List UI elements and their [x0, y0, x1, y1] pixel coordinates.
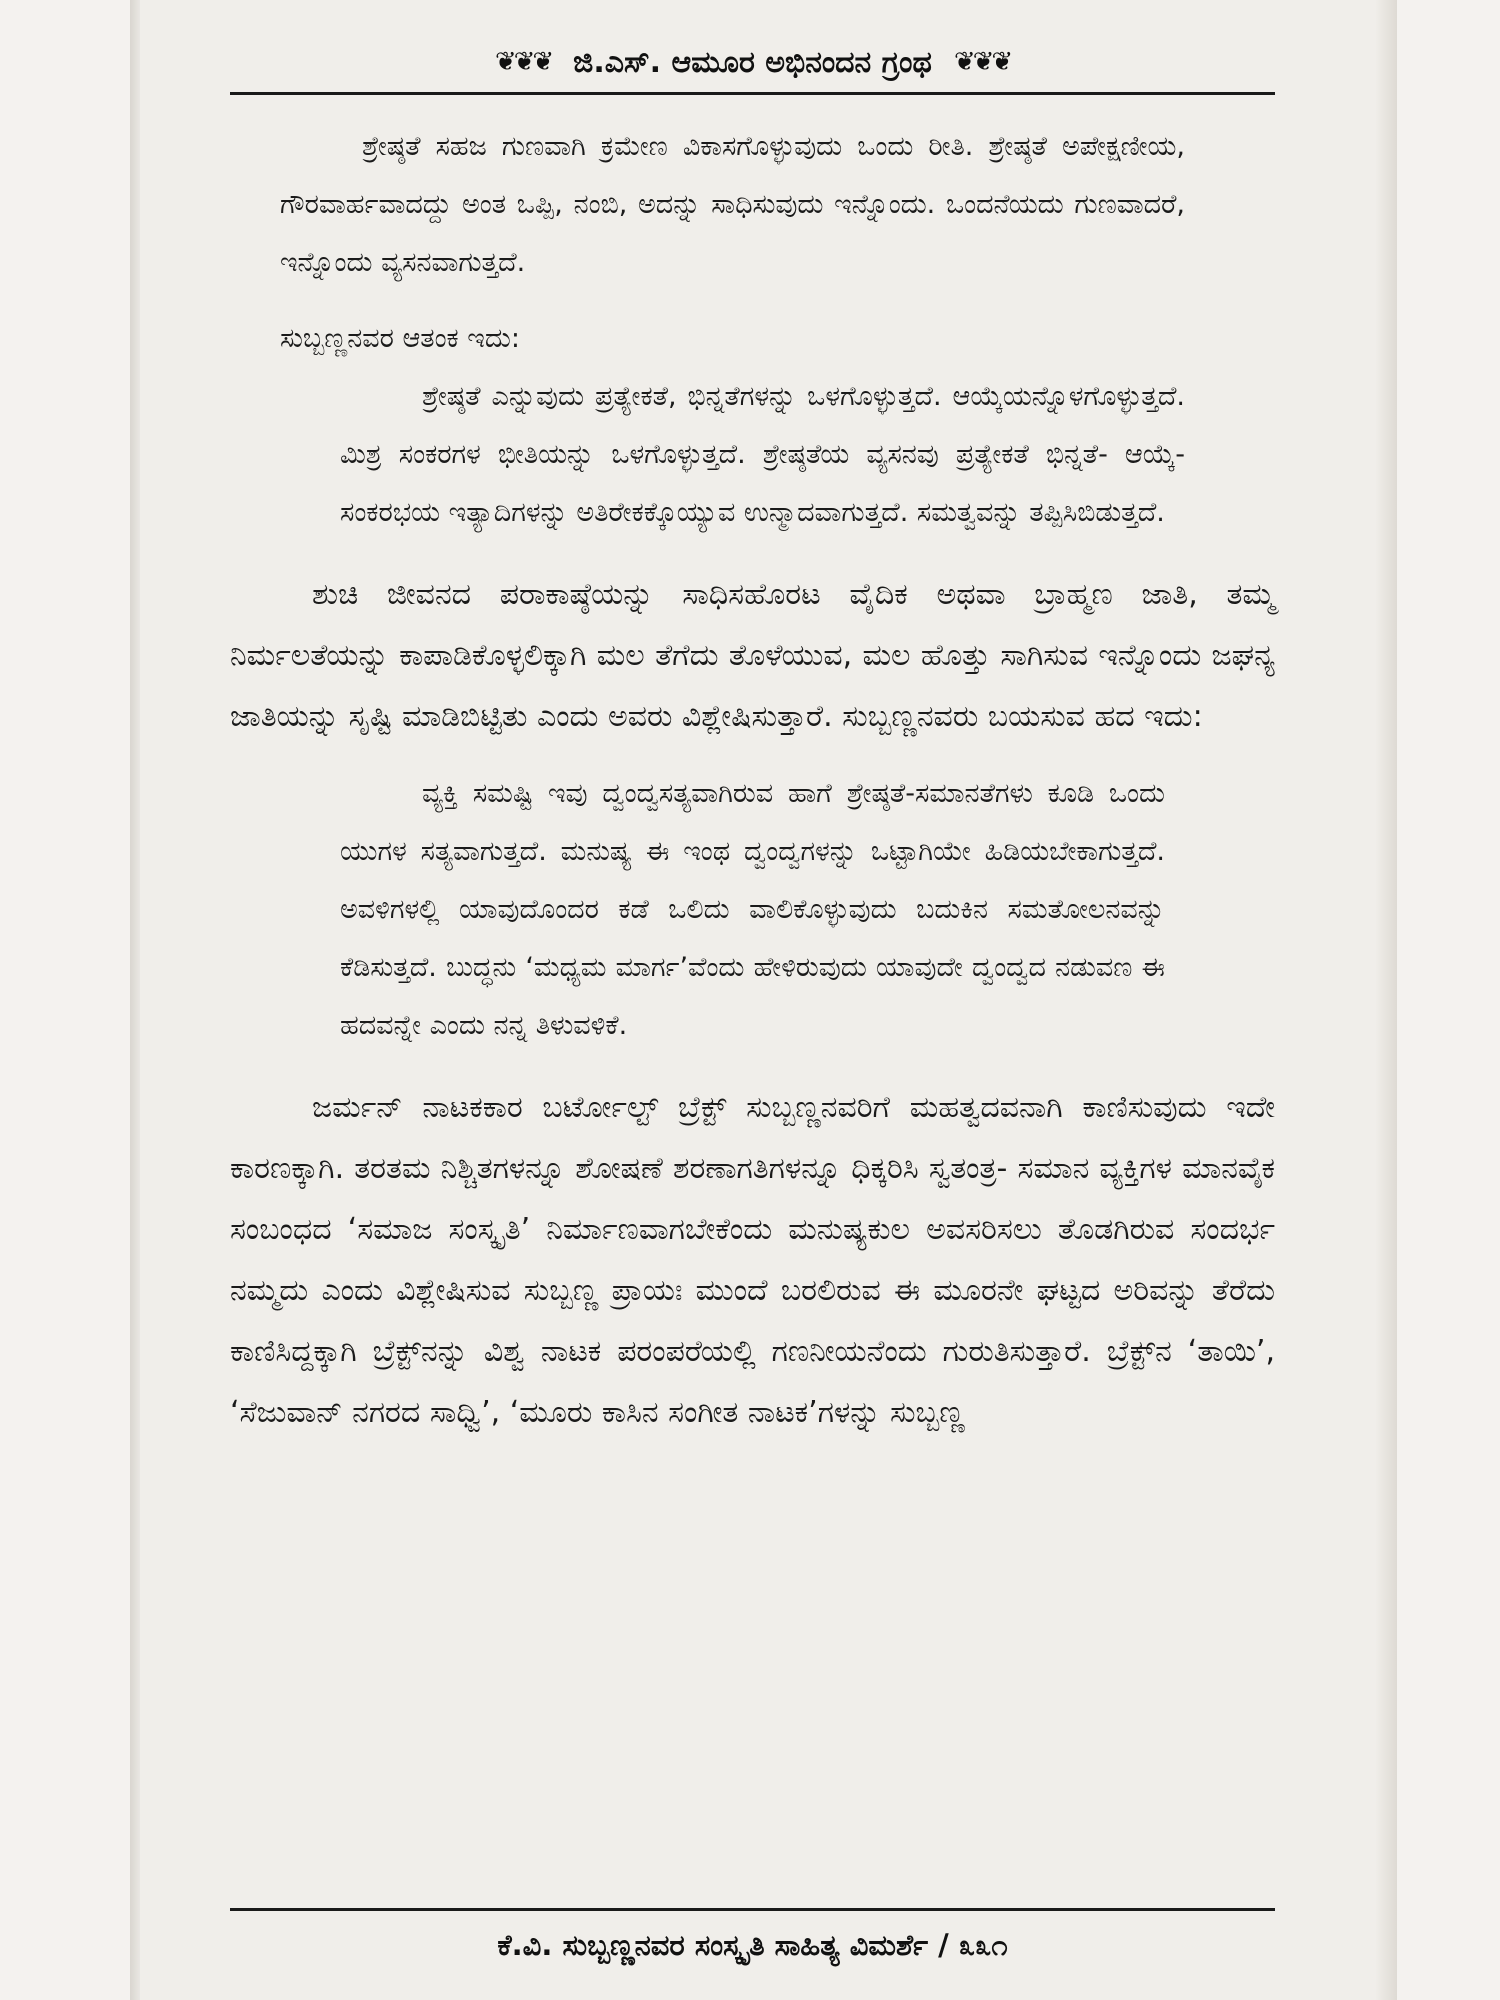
floral-ornament-right-icon: ❦❦❦ — [953, 47, 1011, 77]
running-footer: ಕೆ.ವಿ. ಸುಬ್ಬಣ್ಣನವರ ಸಂಸ್ಕೃತಿ ಸಾಹಿತ್ಯ ವಿಮರ್ಶೆ / ೩೩೧ — [497, 1928, 1008, 1962]
paragraph-4: ಜರ್ಮನ್ ನಾಟಕಕಾರ ಬರ್ಟೋಲ್ಟ್ ಬ್ರೆಕ್ಟ್ ಸುಬ್ಬಣ್ಣನವರಿಗೆ ಮಹತ್ವದವನಾಗಿ ಕಾಣಿಸುವುದು ಇದೇ ಕಾರಣಕ್ಕಾಗಿ. ತರತಮ ನಿಶ್ಚಿತಗಳನ್ನೂ ಶೋಷಣೆ ಶರಣಾಗತಿಗಳನ್ನೂ ಧಿಕ್ಕರಿಸಿ ಸ್ವತಂತ್ರ- ಸಮಾನ ವ್ಯಕ್ತಿಗಳ ಮಾನವೈಕ ಸಂಬಂಧದ ‘ಸಮಾಜ ಸಂಸ್ಕೃತಿ’ ನಿರ್ಮಾಣವಾಗಬೇಕೆಂದು ಮನುಷ್ಯಕುಲ ಅವಸರಿಸಲು ತೊಡಗಿರುವ ಸಂದರ್ಭ ನಮ್ಮದು ಎಂದು ವಿಶ್ಲೇಷಿಸುವ ಸುಬ್ಬಣ್ಣ ಪ್ರಾಯಃ ಮುಂದೆ ಬರಲಿರುವ ಈ ಮೂರನೇ ಘಟ್ಟದ ಅರಿವನ್ನು ತೆರೆದು ಕಾಣಿಸಿದ್ದಕ್ಕಾಗಿ ಬ್ರೆಕ್ಟ್‌ನನ್ನು ವಿಶ್ವ ನಾಟಕ ಪರಂಪರೆಯಲ್ಲಿ ಗಣನೀಯನೆಂದು ಗುರುತಿಸುತ್ತಾರೆ. ಬ್ರೆಕ್ಟ್‌ನ ‘ತಾಯಿ’, ‘ಸೆಜುವಾನ್ ನಗರದ ಸಾಧ್ವಿ’, ‘ಮೂರು ಕಾಸಿನ ಸಂಗೀತ ನಾಟಕ’ಗಳನ್ನು ಸುಬ್ಬಣ್ಣ — [230, 1090, 1275, 1430]
block-quote-2: ವ್ಯಕ್ತಿ ಸಮಷ್ಟಿ ಇವು ದ್ವಂದ್ವಸತ್ಯವಾಗಿರುವ ಹಾಗೆ ಶ್ರೇಷ್ಠತೆ-ಸಮಾನತೆಗಳು ಕೂಡಿ ಒಂದು ಯುಗಳ ಸತ್ಯವಾಗುತ್ತದೆ. ಮನುಷ್ಯ ಈ ಇಂಥ ದ್ವಂದ್ವಗಳನ್ನು ಒಟ್ಟಾಗಿಯೇ ಹಿಡಿಯಬೇಕಾಗುತ್ತದೆ. ಅವಳಿಗಳಲ್ಲಿ ಯಾವುದೊಂದರ ಕಡೆ ಒಲಿದು ವಾಲಿಕೊಳ್ಳುವುದು ಬದುಕಿನ ಸಮತೋಲನವನ್ನು ಕೆಡಿಸುತ್ತದೆ. ಬುದ್ಧನು ‘ಮಧ್ಯಮ ಮಾರ್ಗ’ವೆಂದು ಹೇಳಿರುವುದು ಯಾವುದೇ ದ್ವಂದ್ವದ ನಡುವಣ ಈ ಹದವನ್ನೇ ಎಂದು ನನ್ನ ತಿಳುವಳಿಕೆ. — [340, 778, 1165, 1041]
book-title: ಜಿ.ಎಸ್. ಆಮೂರ ಅಭಿನಂದನ ಗ್ರಂಥ — [573, 44, 932, 80]
page-body — [230, 118, 1275, 1443]
floral-ornament-left-icon: ❦❦❦ — [494, 47, 552, 77]
page-right-edge — [1375, 0, 1397, 2000]
paragraph-3: ಶುಚಿ ಜೀವನದ ಪರಾಕಾಷ್ಠೆಯನ್ನು ಸಾಧಿಸಹೊರಟ ವೈದಿಕ ಅಥವಾ ಬ್ರಾಹ್ಮಣ ಜಾತಿ, ತಮ್ಮ ನಿರ್ಮಲತೆಯನ್ನು ಕಾಪಾಡಿಕೊಳ್ಳಲಿಕ್ಕಾಗಿ ಮಲ ತೆಗೆದು ತೊಳೆಯುವ, ಮಲ ಹೊತ್ತು ಸಾಗಿಸುವ ಇನ್ನೊಂದು ಜಘನ್ಯ ಜಾತಿಯನ್ನು ಸೃಷ್ಟಿ ಮಾಡಿಬಿಟ್ಟಿತು ಎಂದು ಅವರು ವಿಶ್ಲೇಷಿಸುತ್ತಾರೆ. ಸುಬ್ಬಣ್ಣನವರು ಬಯಸುವ ಹದ ಇದು: — [230, 577, 1275, 734]
running-header — [230, 40, 1275, 84]
block-quote-1: ಶ್ರೇಷ್ಠತೆ ಎನ್ನುವುದು ಪ್ರತ್ಯೇಕತೆ, ಭಿನ್ನತೆಗಳನ್ನು ಒಳಗೊಳ್ಳುತ್ತದೆ. ಆಯ್ಕೆಯನ್ನೊಳಗೊಳ್ಳುತ್ತದೆ. ಮಿಶ್ರ ಸಂಕರಗಳ ಭೀತಿಯನ್ನು ಒಳಗೊಳ್ಳುತ್ತದೆ. ಶ್ರೇಷ್ಠತೆಯ ವ್ಯಸನವು ಪ್ರತ್ಯೇಕತೆ ಭಿನ್ನತೆ- ಆಯ್ಕೆ- ಸಂಕರಭಯ ಇತ್ಯಾದಿಗಳನ್ನು ಅತಿರೇಕಕ್ಕೊಯ್ಯುವ ಉನ್ಮಾದವಾಗುತ್ತದೆ. ಸಮತ್ವವನ್ನು ತಪ್ಪಿಸಿಬಿಡುತ್ತದೆ. — [340, 381, 1185, 528]
header-rule — [230, 92, 1275, 95]
footer-rule — [230, 1908, 1275, 1911]
paragraph-1: ಶ್ರೇಷ್ಠತೆ ಸಹಜ ಗುಣವಾಗಿ ಕ್ರಮೇಣ ವಿಕಾಸಗೊಳ್ಳುವುದು ಒಂದು ರೀತಿ. ಶ್ರೇಷ್ಠತೆ ಅಪೇಕ್ಷಣೀಯ, ಗೌರವಾರ್ಹವಾದದ್ದು ಅಂತ ಒಪ್ಪಿ, ನಂಬಿ, ಅದನ್ನು ಸಾಧಿಸುವುದು ಇನ್ನೊಂದು. ಒಂದನೆಯದು ಗುಣವಾದರೆ, ಇನ್ನೊಂದು ವ್ಯಸನವಾಗುತ್ತದೆ. — [280, 131, 1185, 278]
paragraph-2: ಸುಬ್ಬಣ್ಣನವರ ಆತಂಕ ಇದು: — [280, 323, 520, 354]
